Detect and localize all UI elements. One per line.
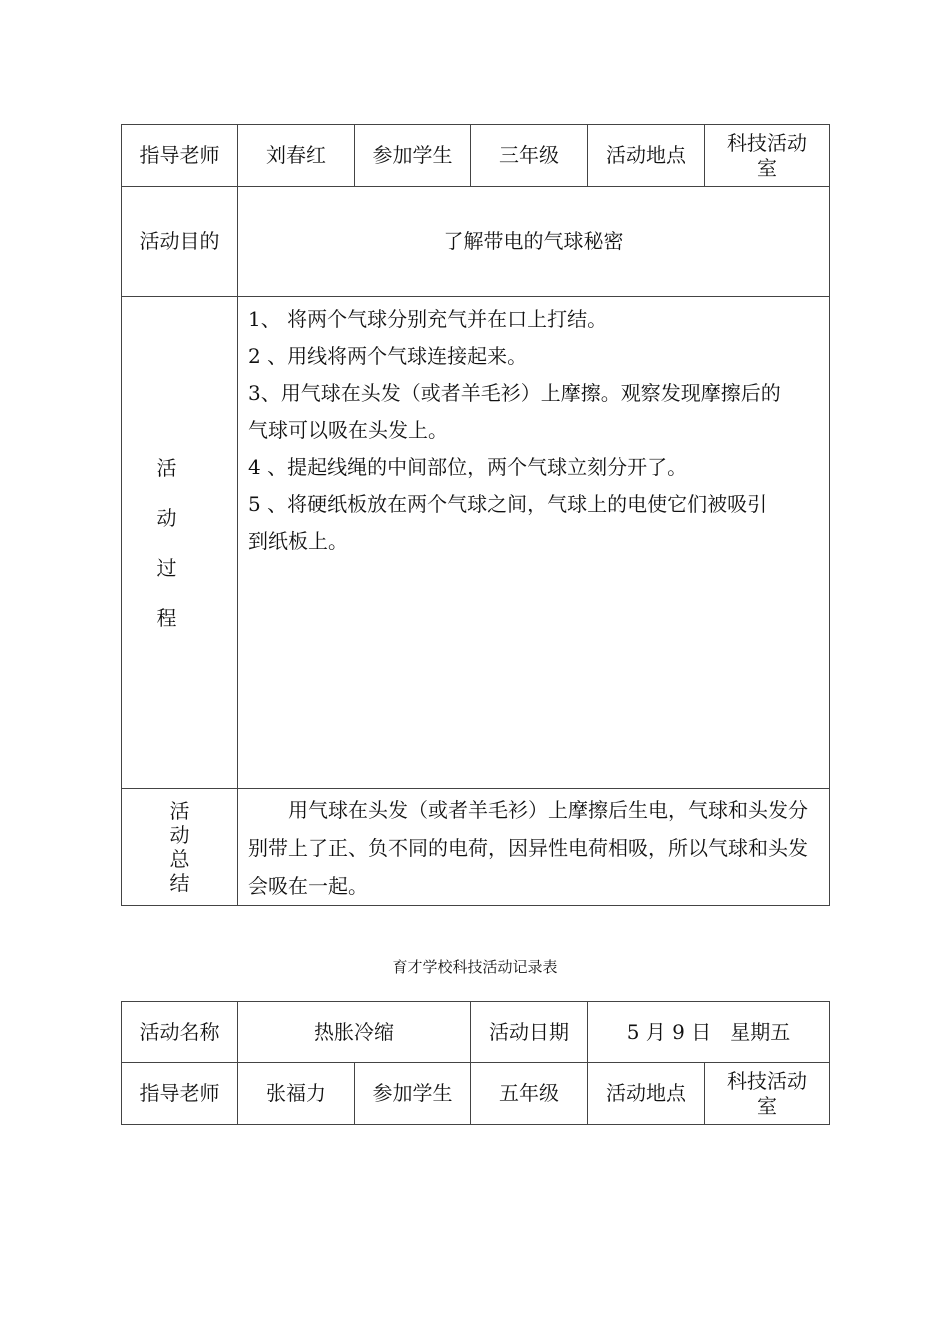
teacher-name: 张福力 [238, 1063, 355, 1125]
summary-label-char: 总 [169, 847, 190, 871]
summary-label-char: 结 [169, 871, 190, 895]
process-step: 气球可以吸在头发上。 [248, 418, 448, 442]
students-grade: 三年级 [471, 125, 588, 187]
teacher-name: 刘春红 [238, 125, 355, 187]
record-table-caption: 育才学校科技活动记录表 [392, 958, 558, 976]
purpose-value: 了解带电的气球秘密 [238, 187, 830, 297]
place-label: 活动地点 [588, 125, 705, 187]
process-label [122, 297, 238, 789]
students-label: 参加学生 [355, 1063, 471, 1125]
process-label-char: 程 [156, 605, 177, 630]
process-step: 到纸板上。 [248, 529, 348, 553]
place-value: 科技活动室 [705, 125, 830, 187]
summary-text: 用气球在头发（或者羊毛衫）上摩擦后生电，气球和头发分别带上了正、负不同的电荷，因异性电荷相吸，所以气球和头发会吸在一起。 [248, 798, 808, 898]
process-label-char: 过 [156, 555, 177, 580]
summary-label-char: 活 [169, 799, 190, 823]
summary-label [122, 789, 238, 906]
purpose-label: 活动目的 [122, 187, 238, 297]
summary-label-char: 动 [169, 823, 190, 847]
activity-record-table [121, 124, 830, 906]
process-label-char: 活 [156, 455, 177, 480]
activity-date-value: 5 月 9 日 星期五 [588, 1002, 830, 1063]
process-step: 1、 将两个气球分别充气并在口上打结。 [248, 307, 608, 331]
place-label: 活动地点 [588, 1063, 705, 1125]
activity-record-table-2 [121, 1001, 830, 1125]
summary-content [238, 789, 830, 906]
activity-name-value: 热胀冷缩 [238, 1002, 471, 1063]
process-label-char: 动 [156, 505, 177, 530]
process-step: 3、用气球在头发（或者羊毛衫）上摩擦。观察发现摩擦后的 [248, 381, 781, 405]
place-value: 科技活动室 [705, 1063, 830, 1125]
process-step: 4 、提起线绳的中间部位，两个气球立刻分开了。 [248, 455, 688, 479]
process-step: 2 、用线将两个气球连接起来。 [248, 344, 528, 368]
teacher-label: 指导老师 [122, 1063, 238, 1125]
students-label: 参加学生 [355, 125, 471, 187]
teacher-label: 指导老师 [122, 125, 238, 187]
process-step: 5 、将硬纸板放在两个气球之间，气球上的电使它们被吸引 [248, 492, 768, 516]
activity-date-label: 活动日期 [471, 1002, 588, 1063]
students-grade: 五年级 [471, 1063, 588, 1125]
activity-name-label: 活动名称 [122, 1002, 238, 1063]
process-content [238, 297, 830, 789]
